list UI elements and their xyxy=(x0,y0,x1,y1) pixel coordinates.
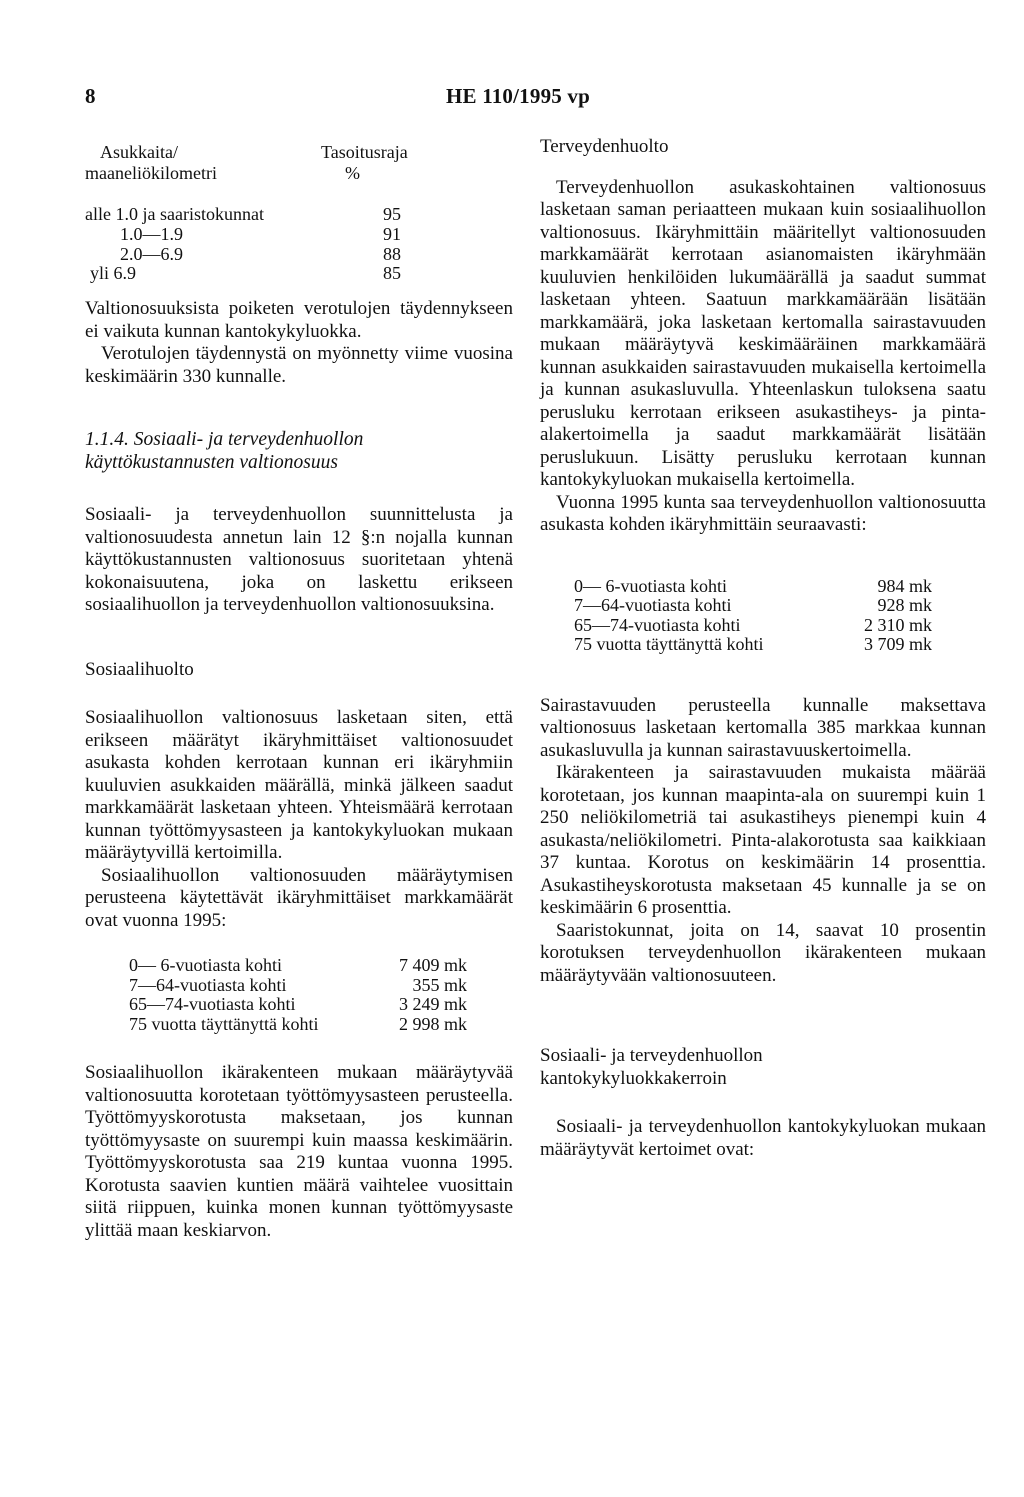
row-label: alle 1.0 ja saaristokunnat xyxy=(85,204,264,224)
paragraph: Verotulojen täydennystä on myönnetty viime vuosina keskimäärin 330 kunnalle. xyxy=(85,343,513,387)
row-value: 95 xyxy=(383,204,401,224)
row-label: 7—64-vuotiasta kohti xyxy=(129,974,287,995)
row-label: 1.0—1.9 xyxy=(120,224,183,244)
table-header-density-unit: maaneliökilometri xyxy=(85,163,217,183)
subheading: Sosiaalihuolto xyxy=(85,658,194,680)
row-label: 0— 6-vuotiasta kohti xyxy=(574,575,727,596)
table-row xyxy=(129,995,467,1015)
row-label: 2.0—6.9 xyxy=(120,244,183,264)
row-value: 355 mk xyxy=(412,974,467,995)
table-row xyxy=(574,596,932,616)
density-threshold-table xyxy=(85,136,505,286)
row-label: 0— 6-vuotiasta kohti xyxy=(129,955,282,975)
paragraph: Sosiaalihuollon valtionosuuden määräytymisen perusteena käytettävät ikäryhmittäiset markkamäärät ovat vuonna 1995: xyxy=(85,864,513,931)
paragraph: Sosiaali- ja terveydenhuollon kantokykyluokan mukaan määräytyvät kertoimet ovat: xyxy=(540,1116,986,1160)
table-header-density: Asukkaita/ xyxy=(100,142,178,162)
page-number: 8 xyxy=(85,84,96,108)
table-row xyxy=(85,224,505,244)
paragraph: Saaristokunnat, joita on 14, saavat 10 prosentin korotuksen terveydenhuollon ikärakenteen mukaan määräytyvään valtionosuuteen. xyxy=(540,919,986,986)
table-row xyxy=(85,263,505,283)
row-value: 2 998 mk xyxy=(398,1013,467,1034)
health-care-amount-table xyxy=(574,577,932,655)
subheading xyxy=(540,1045,986,1090)
row-label: 65—74-vuotiasta kohti xyxy=(574,614,741,635)
paragraph: Terveydenhuollon asukaskohtainen valtionosuus lasketaan saman periaatteen mukaan kuin sosiaalihuollon valtionosuus. Ikäryhmittäin määritellyt valtionosuuden markkamäärät kerrotaan asianomaisten ikäryhmään kuuluvien henkilöiden lukumäärällä ja saadut summat lasketaan yhteen. Saatuun markkamäärään lisätään markkamäärä, joka lasketaan kertomalla sairastavuuden mukaan määräytyvä keskimääräinen markkamäärä kunnan asukkaiden sairastavuuden mukaisella kertoimella ja kunnan asukasluvulla. Yhteenlaskun tuloksena saatu perusluku kerrotaan erikseen asukastiheys- ja pinta-alakertoimella ja saadut markkamäärät lisätään peruslukuun. Lisätty perusluku kerrotaan kunnan kantokykyluokan mukaisella kertoimella. xyxy=(540,176,986,490)
row-value: 7 409 mk xyxy=(398,955,467,975)
subheading: Terveydenhuolto xyxy=(540,136,669,157)
table-row xyxy=(574,635,932,655)
right-column xyxy=(540,136,986,1161)
table-row xyxy=(129,956,467,976)
paragraph: Vuonna 1995 kunta saa terveydenhuollon valtionosuutta asukasta kohden ikäryhmittäin seuraavasti: xyxy=(540,491,986,535)
row-value: 984 mk xyxy=(877,575,932,596)
row-value: 91 xyxy=(383,224,401,244)
table-header-threshold: Tasoitusraja xyxy=(321,142,408,162)
row-value: 2 310 mk xyxy=(863,614,932,635)
table-row xyxy=(85,204,505,224)
table-row xyxy=(574,577,932,597)
row-value: 928 mk xyxy=(877,595,932,615)
left-column xyxy=(85,136,513,1242)
row-label: 75 vuotta täyttänyttä kohti xyxy=(574,634,764,654)
table-header-percent: % xyxy=(345,163,360,183)
table-row xyxy=(129,1015,467,1035)
subheading-line: kantokykyluokkakerroin xyxy=(540,1067,727,1089)
paragraph: Sosiaalihuollon valtionosuus lasketaan siten, että erikseen määrätyt ikäryhmittäiset valtionosuudet asukasta kohden kerrotaan kunnan eri ikäryhmiin kuuluvien asukkaiden määrällä, minkä jälkeen saadut markkamäärät lasketaan yhteen. Yhteismäärä kerrotaan kunnan työttömyysasteen ja kantokykyluokan mukaan määräytyvillä kertoimilla. xyxy=(85,707,513,863)
row-label: yli 6.9 xyxy=(90,263,137,283)
running-head: HE 110/1995 vp xyxy=(446,84,590,108)
row-value: 88 xyxy=(383,244,401,264)
paragraph: Sairastavuuden perusteella kunnalle maksettava valtionosuus lasketaan kertomalla 385 markkaa kunnan asukasluvulla ja kunnan sairastavuuskertoimella. xyxy=(540,694,986,761)
paragraph: Sosiaali- ja terveydenhuollon suunnittelusta ja valtionosuudesta annetun lain 12 §:n nojalla kunnan käyttökustannusten valtionosuus suoritetaan yhtenä kokonaisuutena, joka on laskettu erikseen sosiaalihuollon ja terveydenhuollon valtionosuuksina. xyxy=(85,504,513,615)
table-row xyxy=(129,976,467,996)
paragraph: Sosiaalihuollon ikärakenteen mukaan määräytyvää valtionosuutta korotetaan työttömyysasteen perusteella. Työttömyyskorotusta maksetaan, jos kunnan työttömyysaste on suurempi kuin maassa keskimäärin. Työttömyyskorotusta saa 219 kuntaa vuonna 1995. Korotusta saavien kuntien määrä vaihtelee vuosittain siitä riippuen, kuinka monen kunnan työttömyysaste ylittää maan keskiarvon. xyxy=(85,1062,513,1241)
table-row xyxy=(85,244,505,264)
table-row xyxy=(574,616,932,636)
row-value: 85 xyxy=(383,263,401,283)
paragraph: Valtionosuuksista poiketen verotulojen täydennykseen ei vaikuta kunnan kantokykyluokka. xyxy=(85,298,513,342)
paragraph: Ikärakenteen ja sairastavuuden mukaista määrää korotetaan, jos kunnan maapinta-ala on suurempi kuin 1 250 neliökilometriä tai asukastiheys pienempi kuin 4 asukasta/neliökilometri. Pinta-alakorotusta saa kaikkiaan 37 kuntaa. Korotus on keskimäärin 14 prosenttia. Asukastiheyskorotusta maksetaan 45 kunnalle ja se on keskimäärin 6 prosenttia. xyxy=(540,762,986,918)
row-value: 3 709 mk xyxy=(863,634,932,654)
row-label: 7—64-vuotiasta kohti xyxy=(574,595,732,615)
row-label: 65—74-vuotiasta kohti xyxy=(129,994,296,1014)
row-value: 3 249 mk xyxy=(398,994,467,1014)
row-label: 75 vuotta täyttänyttä kohti xyxy=(129,1013,319,1034)
social-care-amount-table xyxy=(129,956,467,1034)
subheading-line: Sosiaali- ja terveydenhuollon xyxy=(540,1045,763,1066)
section-heading: 1.1.4. Sosiaali- ja terveydenhuollon käyttökustannusten valtionosuus xyxy=(85,429,364,473)
